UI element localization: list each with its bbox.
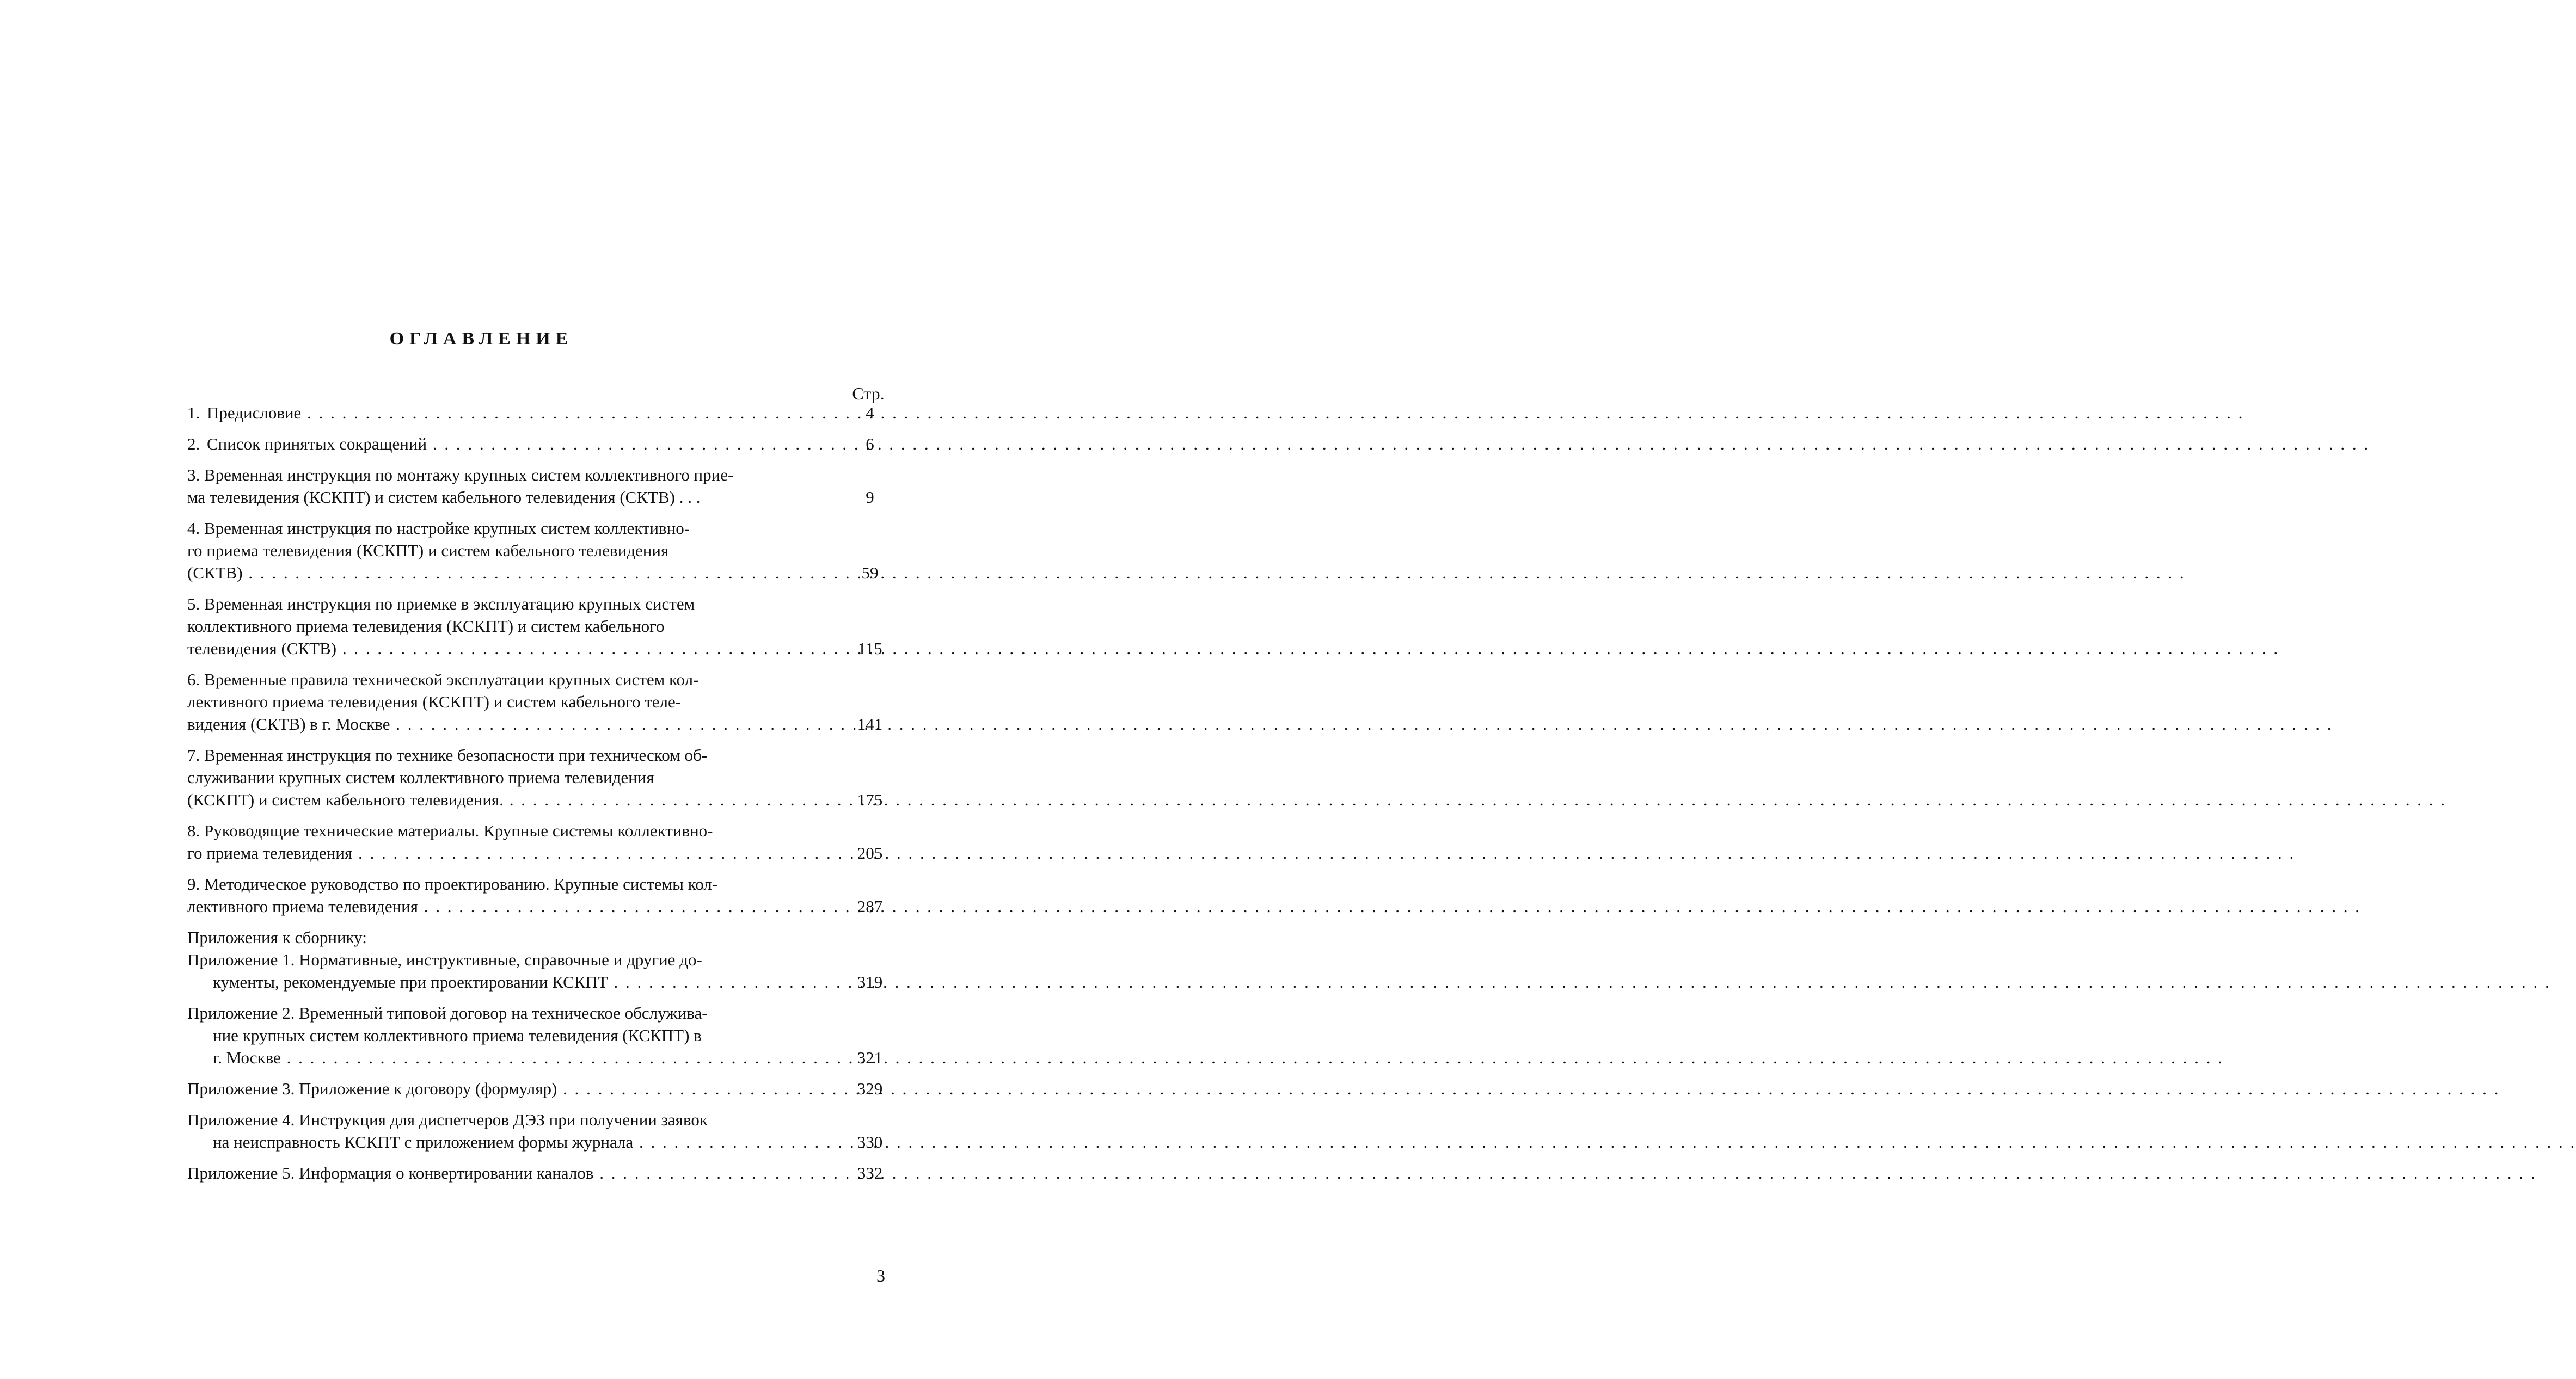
toc-entry-line: (СКТВ)	[187, 563, 243, 582]
toc-entry-4[interactable]	[187, 517, 895, 584]
toc-entry-9[interactable]	[187, 873, 895, 918]
toc-entry-line: Методическое руководство по проектированию. Крупные системы кол-	[204, 875, 718, 894]
toc-entry-number: 6.	[187, 670, 200, 689]
appendix-entry-line: Приложение 5. Информация о конвертировании каналов	[187, 1163, 594, 1183]
toc-entry-line: (КСКПТ) и систем кабельного телевидения.	[187, 790, 504, 809]
appendix-entry-page: 329	[857, 1079, 883, 1098]
appendix-entry-line: Приложение 3. Приложение к договору (формуляр)	[187, 1079, 557, 1098]
toc-entry-number: 7.	[187, 746, 200, 765]
toc-entry-line: Временная инструкция по приемке в эксплуатацию крупных систем	[204, 594, 695, 613]
toc-entry-line: Временные правила технической эксплуатации крупных систем кол-	[204, 670, 699, 689]
toc-entry-number: 1.	[187, 403, 200, 422]
toc-entry-7[interactable]	[187, 744, 895, 811]
appendix-heading: Приложения к сборнику:	[187, 928, 367, 947]
appendix-entry-line: г. Москве	[213, 1048, 281, 1067]
page-number: 3	[876, 1266, 885, 1285]
appendix-entry-page: 332	[857, 1163, 883, 1183]
toc-entry-page: 205	[857, 844, 883, 863]
toc-entry-line: Список принятых сокращений	[207, 434, 427, 453]
appendix-entry-line: ние крупных систем коллективного приема телевидения (КСКПТ) в	[213, 1026, 702, 1045]
toc-entry-page: 115	[857, 639, 882, 658]
appendix-entry-line: на неисправность КСКПТ с приложением формы журнала	[213, 1132, 634, 1152]
toc-entry-number: 8.	[187, 821, 200, 840]
appendix-entry-2[interactable]	[187, 1002, 895, 1069]
toc-entry-6[interactable]	[187, 668, 895, 735]
toc-entry-number: 4.	[187, 519, 200, 538]
toc-entry-number: 3.	[187, 465, 200, 484]
page-column-label: Стр.	[852, 384, 885, 403]
appendix-entry-line: Приложение 1. Нормативные, инструктивные, справочные и другие до-	[187, 950, 702, 969]
toc-entry-line: телевидения (СКТВ)	[187, 639, 337, 658]
toc-entry-page: 9	[866, 488, 874, 507]
toc-entry-line: служивании крупных систем коллективного приема телевидения	[187, 768, 654, 787]
toc-entry-line: Временная инструкция по монтажу крупных систем коллективного прие-	[204, 465, 734, 484]
appendix-entry-3[interactable]	[187, 1078, 895, 1100]
toc-entry-page: 4	[866, 403, 874, 422]
appendix-entry-page: 321	[857, 1048, 883, 1067]
page-title: ОГЛАВЛЕНИЕ	[389, 329, 574, 349]
toc-entry-line: Руководящие технические материалы. Крупные системы коллективно-	[204, 821, 713, 840]
toc-entry-line: лективного приема телевидения	[187, 897, 419, 916]
appendix-entry-1[interactable]	[187, 949, 895, 993]
toc-entry-line: коллективного приема телевидения (КСКПТ) и систем кабельного	[187, 617, 665, 636]
appendix-entry-line: Приложение 4. Инструкция для диспетчеров ДЭЗ при получении заявок	[187, 1110, 708, 1129]
toc-entry-line: го приема телевидения (КСКПТ) и систем кабельного телевидения	[187, 541, 669, 560]
toc-entry-line: Временная инструкция по технике безопасности при техническом об-	[204, 746, 708, 765]
toc-entry-2[interactable]	[187, 433, 895, 455]
toc-entry-line: Временная инструкция по настройке крупных систем коллективно-	[204, 519, 690, 538]
toc-entry-number: 2.	[187, 434, 200, 453]
toc-entry-line: ма телевидения (КСКПТ) и систем кабельного телевидения (СКТВ) . . .	[187, 488, 701, 507]
toc-entry-3[interactable]	[187, 464, 895, 508]
table-of-contents	[187, 402, 895, 1184]
appendix-entry-line: кументы, рекомендуемые при проектировании КСКПТ	[213, 972, 608, 992]
toc-entry-page: 141	[857, 715, 883, 734]
toc-entry-8[interactable]	[187, 820, 895, 864]
toc-entry-number: 5.	[187, 594, 200, 613]
appendix-entry-5[interactable]	[187, 1162, 895, 1184]
toc-entry-number: 9.	[187, 875, 200, 894]
toc-entry-line: лективного приема телевидения (КСКПТ) и систем кабельного теле-	[187, 692, 682, 711]
appendix-entry-page: 330	[857, 1132, 883, 1152]
appendix-entry-4[interactable]	[187, 1109, 895, 1153]
toc-entry-5[interactable]	[187, 593, 895, 660]
appendix-entry-line: Приложение 2. Временный типовой договор на техническое обслужива-	[187, 1004, 708, 1023]
toc-entry-line: видения (СКТВ) в г. Москве	[187, 715, 390, 734]
toc-entry-page: 59	[861, 563, 879, 582]
toc-entry-page: 175	[857, 790, 883, 809]
toc-entry-page: 6	[866, 434, 874, 453]
appendix-entry-page: 319	[857, 972, 883, 992]
toc-entry-1[interactable]	[187, 402, 895, 424]
toc-entry-line: Предисловие	[207, 403, 302, 422]
toc-entry-line: го приема телевидения	[187, 844, 353, 863]
toc-entry-page: 287	[857, 897, 883, 916]
